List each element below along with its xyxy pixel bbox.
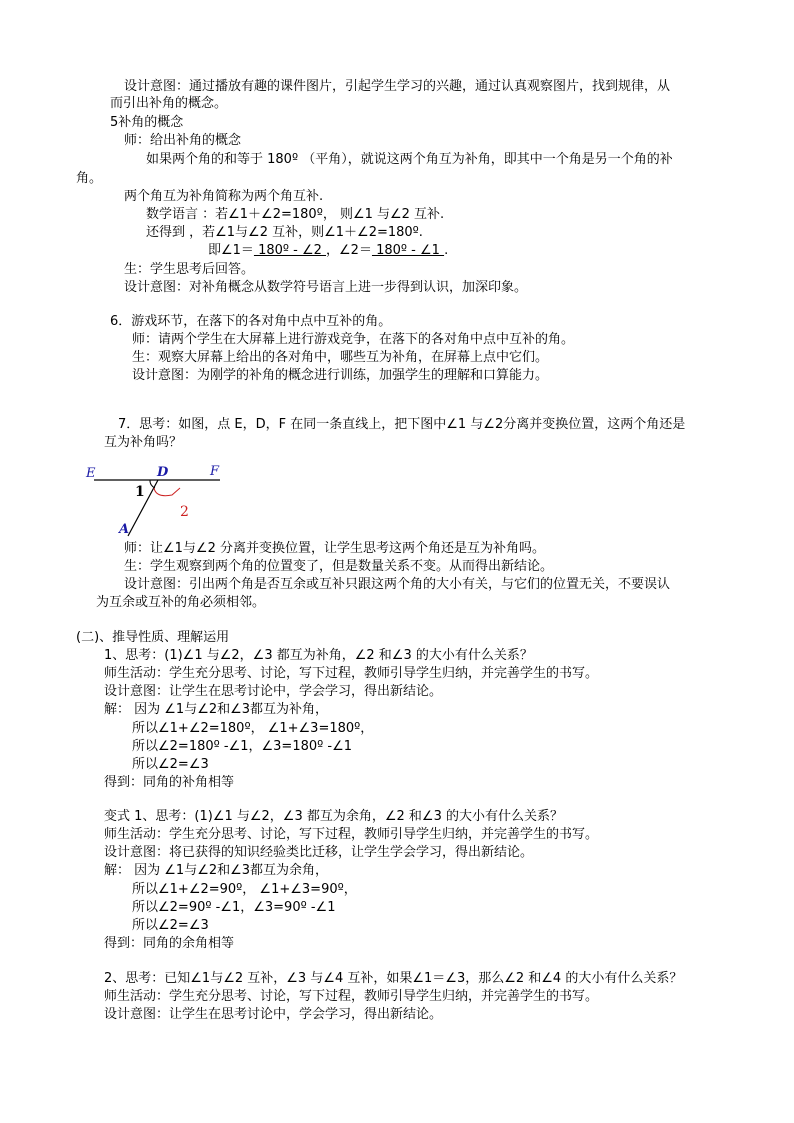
definition-line-2: 角。 (76, 171, 103, 186)
intent-line: 设计意图：让学生在思考讨论中，学会学习，得出新结论。 (104, 684, 443, 699)
student-line: 生：观察大屏幕上给出的各对角中，哪些互为补角，在屏幕上点中它们。 (132, 350, 549, 365)
ji-blank-1: 180º - ∠2 (253, 243, 327, 258)
question-2-activity-line: 师生活动：学生充分思考、讨论，写下过程，教师引导学生归纳，并完善学生的书写。 (104, 989, 599, 1004)
variant-solution-line-4: 所以∠2=∠3 (132, 918, 209, 933)
activity-line: 师生活动：学生充分思考、讨论，写下过程，教师引导学生归纳，并完善学生的书写。 (104, 666, 599, 681)
teacher-line: 师：给出补角的概念 (124, 133, 242, 148)
variant-intent-line: 设计意图：将已获得的知识经验类比迁移，让学生学会学习，得出新结论。 (104, 845, 534, 860)
intent-line-1: 设计意图：引出两个角是否互余或互补只跟这两个角的大小有关，与它们的位置无关，不要误认 (124, 577, 671, 592)
variant-result-line: 得到：同角的余角相等 (104, 936, 235, 951)
ji-prefix: 即∠1＝ (208, 243, 254, 258)
teacher-line: 师：请两个学生在大屏幕上进行游戏竞争，在落下的各对角中点中互补的角。 (132, 332, 575, 347)
intent-line-1: 设计意图：通过播放有趣的课件图片，引起学生学习的兴趣，通过认真观察图片，找到规律，从 (124, 79, 671, 94)
student-line: 生：学生观察到两个角的位置变了，但是数量关系不变。从而得出新结论。 (124, 559, 554, 574)
solution-line-3: 所以∠2=180º -∠1，∠3=180º -∠1 (132, 739, 353, 754)
intent-line-2: 而引出补角的概念。 (110, 96, 228, 111)
question-2-intent-line: 设计意图：让学生在思考讨论中，学会学习，得出新结论。 (104, 1007, 443, 1022)
point-e-label: E (86, 466, 96, 481)
point-a-label: A (119, 522, 130, 537)
variant-solution-line-3: 所以∠2=90º -∠1，∠3=90º -∠1 (132, 900, 336, 915)
question-1: 1、思考：(1)∠1 与∠2，∠3 都互为补角，∠2 和∠3 的大小有什么关系？ (104, 648, 533, 663)
solution-line-2: 所以∠1+∠2=180º， ∠1+∠3=180º， (132, 721, 374, 736)
also-line: 还得到 ，若∠1与∠2 互补，则∠1＋∠2=180º. (146, 225, 423, 240)
question-2: 2、思考：已知∠1与∠2 互补，∠3 与∠4 互补，如果∠1＝∠3，那么∠2 和∠4 的大小有什么关系？ (104, 971, 683, 986)
angle-2-arc (154, 488, 180, 496)
ji-blank-2: 180º - ∠1 (371, 243, 445, 258)
ji-mid: ，∠2＝ (326, 243, 372, 258)
variant-question: 变式 1、思考：(1)∠1 与∠2，∠3 都互为余角，∠2 和∠3 的大小有什么关系？ (104, 809, 563, 824)
ji-line (208, 242, 448, 259)
abbreviation-line: 两个角互为补角简称为两个角互补. (124, 189, 324, 204)
question-7-line-2: 互为补角吗？ (104, 435, 183, 450)
result-line: 得到：同角的补角相等 (104, 775, 235, 790)
student-line: 生：学生思考后回答。 (124, 262, 255, 277)
variant-solution-line-1: 解： 因为 ∠1与∠2和∠3都互为余角， (104, 863, 329, 878)
solution-line-4: 所以∠2=∠3 (132, 757, 209, 772)
ji-end: . (444, 243, 449, 258)
definition-line-1: 如果两个角的和等于 180º （平角），就说这两个角互为补角，即其中一个角是另一个角的补 (146, 152, 673, 167)
intent-line-2: 为互余或互补的角必须相邻。 (96, 595, 266, 610)
teacher-line: 师：让∠1与∠2 分离并变换位置，让学生思考这两个角还是互为补角吗。 (124, 541, 545, 556)
variant-solution-line-2: 所以∠1+∠2=90º， ∠1+∠3=90º， (132, 882, 357, 897)
part-2-heading: (二)、推导性质、理解运用 (76, 630, 230, 645)
variant-activity-line: 师生活动：学生充分思考、讨论，写下过程，教师引导学生归纳，并完善学生的书写。 (104, 827, 599, 842)
angle-figure (80, 458, 240, 538)
section-5-heading: 5补角的概念 (110, 115, 184, 130)
angle-1-label: 1 (135, 484, 145, 500)
section-6-heading: 6．游戏环节，在落下的各对角中点中互补的角。 (110, 314, 392, 329)
question-7-line-1: 7．思考：如图，点 E，D，F 在同一条直线上，把下图中∠1 与∠2分离并变换位置，这两个角还是 (118, 417, 686, 432)
intent-line: 设计意图：对补角概念从数学符号语言上进一步得到认识，加深印象。 (124, 280, 528, 295)
solution-line-1: 解： 因为 ∠1与∠2和∠3都互为补角， (104, 702, 329, 717)
angle-2-label: 2 (180, 504, 189, 520)
point-f-label: F (210, 464, 220, 479)
math-language-line: 数学语言 ：若∠1＋∠2=180º， 则∠1 与∠2 互补. (146, 207, 445, 222)
intent-line: 设计意图：为刚学的补角的概念进行训练，加强学生的理解和口算能力。 (132, 368, 549, 383)
point-d-label: D (157, 465, 169, 480)
